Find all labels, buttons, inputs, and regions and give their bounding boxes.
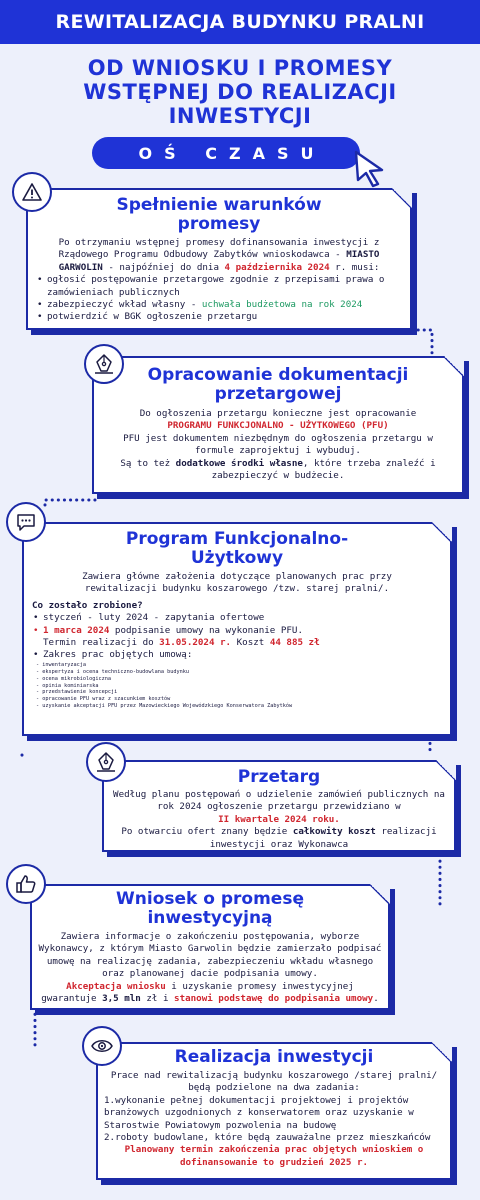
step-text: r. musi: [329,261,380,273]
step-title: Realizacja inwestycji [174,1047,374,1067]
list-item: • zabezpieczyć wkład własny - uchwała budżetowa na rok 2024 [36,299,402,311]
page-title-line1: OD WNIOSKU I PROMESY [87,56,393,80]
card-fold-corner [436,760,456,780]
list-item: - uzyskanie akceptacji PFU przez Mazowieckiego Wojewódzkiego Konserwatora Zabytków [36,703,293,710]
task-list [104,1095,444,1145]
eye-icon-badge [82,1026,122,1066]
highlight-date: 4 października 2024 [224,261,330,273]
step-title: Opracowanie dokumentacji przetargowej [147,365,409,404]
page-title-line3: INWESTYCJI [168,104,312,128]
warning-icon-badge [12,172,52,212]
highlight-date: II kwartale 2024 roku. [218,813,340,825]
card-fold-corner [432,1042,452,1062]
step-text: PFU jest dokumentem niezbędnym do ogłoszenia przetargu w formule zaprojektuj i wybuduj. [123,432,433,457]
highlight-text: (PFU) [360,420,389,432]
thumbs-up-icon-badge [6,864,46,904]
highlight-text: stanowi podstawę do podpisania umowy [174,993,374,1005]
step-paragraph: Akceptacja wniosku i uzyskanie promesy inwestycyjnej gwarantuje 3,5 mln zł i stanowi podstawę do podpisania umowy. [41,980,379,1005]
list-item: • 1 marca 2024 podpisanie umowy na wykonanie PFU. Termin realizacji do 31.05.2024 r. Koszt 44 885 zł [32,625,442,650]
speech-bubble-icon [15,511,37,533]
step-paragraph: Według planu postępowań o udzielenie zamówień publicznych na rok 2024 ogłoszenie przetargu przewidziano w II kwartale 2024 roku. Po otwarciu ofert znany będzie całkowity koszt realizacji inwestycji oraz Wykonawca [113,789,445,850]
list-item: - ekspertyza i ocena techniczno-budowlana budynku [36,668,190,675]
header-banner: REWITALIZACJA BUDYNKU PRALNI [0,0,480,44]
step-text: Po otrzymaniu wstępnej promesy dofinansowania inwestycji z Rządowego Programu Odbudowy Zabytków wnioskodawca - [58,237,380,261]
card-fold-corner [392,188,412,208]
step-paragraph: Do ogłoszenia przetargu konieczne jest opracowanie PROGRAMU FUNKCJONALNO - UŻYTKOWEGO (PFU) PFU jest dokumentem niezbędnym do ogłoszenia przetargu w formule zaprojektuj i wybuduj. Są to też dodatkowe środki własne, które trzeba znaleźć i zabezpieczyć w budżecie. [102,408,454,482]
step-bullets [32,612,442,662]
card-fold-corner [444,356,464,376]
pen-icon [93,353,115,375]
pen-icon-badge [84,344,124,384]
step-card-tender-docs [92,356,464,494]
step-card-tender [102,760,456,852]
step-deadline: Planowany termin zakończenia prac objętych wnioskiem o dofinansowanie to grudzień 2025 r. [124,1144,424,1168]
step-bullets [36,274,402,324]
list-item: - ocena mikrobiologiczna [36,675,111,682]
list-item: • potwierdzić w BGK ogłoszenie przetargu [36,311,402,323]
highlight-text: całkowity koszt [292,826,376,838]
step-paragraph: Prace nad rewitalizacją budynku koszarowego /starej pralni/ będą podzielone na dwa zadania: [110,1070,438,1094]
step-card-investment-promise [30,884,390,1010]
thumbs-up-icon [15,873,37,895]
step-paragraph: Zawiera główne założenia dotyczące planowanych prac przy rewitalizacji budynku koszarowego /tzw. starej pralni/. [82,571,392,595]
warning-icon [21,181,43,203]
list-item: • Zakres prac objętych umową: [32,649,442,661]
pen-icon [95,751,117,773]
step-text: - najpóźniej do dnia [102,261,225,273]
speech-bubble-icon-badge [6,502,46,542]
step-title: Przetarg [237,767,321,787]
timeline-axis-badge: OŚ CZASU [92,137,360,169]
eye-icon [90,1035,114,1057]
list-item: - opracowanie PFU wraz z szacunkiem kosztów [36,696,171,703]
step-title: Wniosek o promesę inwestycyjną [116,889,304,928]
step-card-promise-conditions [26,188,412,330]
list-item: - inwentaryzacja [36,661,86,668]
highlight-text: uchwała budżetowa na rok 2024 [201,299,363,311]
step-card-pfu [22,522,452,736]
step-title: Spełnienie warunków promesy [116,195,322,234]
page-title-line2: WSTĘPNEJ DO REALIZACJI [83,80,397,104]
list-item: 1.wykonanie pełnej dokumentacji projektowej i projektów branżowych uzgodnionych z konserwatorem oraz uzyskanie w Starostwie Powiatowym pozwolenia na budowę [104,1094,414,1131]
card-fold-corner [370,884,390,904]
card-fold-corner [432,522,452,542]
step-intro [36,237,402,274]
list-item: • styczeń - luty 2024 - zapytania ofertowe [32,612,442,624]
list-item: - przedstawienie koncepcji [36,689,118,696]
highlight-text: MIASTO GARWOLIN [58,249,380,273]
highlight-text: PROGRAMU FUNKCJONALNO - UŻYTKOWEGO [167,420,356,432]
list-item: 2.roboty budowlane, które będą zauważalne przez mieszkańców [104,1132,431,1144]
highlight-text: dodatkowe środki własne [175,457,303,469]
highlight-text: Akceptacja wniosku [66,980,166,992]
page-title [20,56,460,128]
step-paragraph: Zawiera informacje o zakończeniu postępowania, wyborze Wykonawcy, z którym Miasto Garwolin będzie zamierzało podpisać umowę na realizację zadania, zabezpieczeniu wkładu własnego oraz planowanej dacie podpisania umowy. [38,931,382,980]
scope-list [32,662,442,710]
pen-icon-badge [86,742,126,782]
step-title: Program Funkcjonalno-Użytkowy [125,529,349,568]
step-card-implementation [96,1042,452,1180]
cursor-icon [352,150,390,188]
step-text: Według planu postępowań o udzielenie zamówień publicznych na rok 2024 ogłoszenie przetargu przewidziano w [113,789,445,813]
done-label: Co zostało zrobione? [32,599,143,611]
highlight-amount: 3,5 mln [102,993,141,1005]
step-text: Do ogłoszenia przetargu konieczne jest opracowanie [139,408,417,419]
list-item: - opinia kominiarska [36,682,99,689]
list-item: • ogłosić postępowanie przetargowe zgodnie z przepisami prawa o zamówieniach publicznych [36,274,402,299]
